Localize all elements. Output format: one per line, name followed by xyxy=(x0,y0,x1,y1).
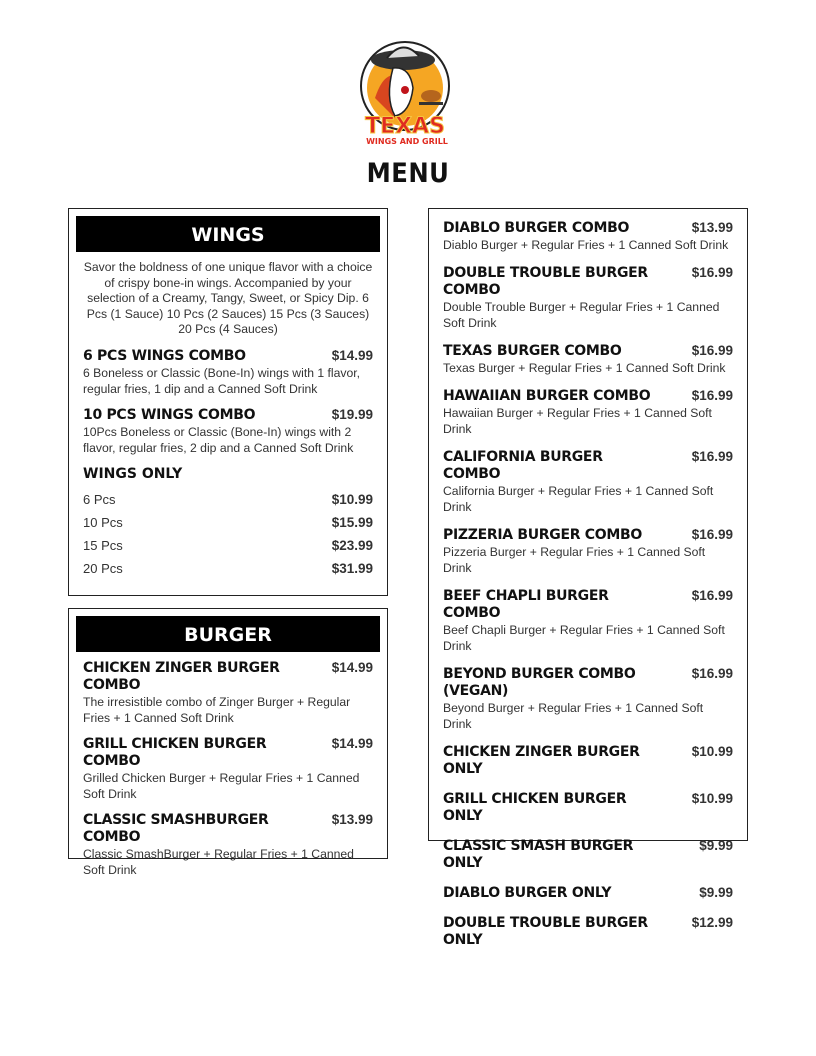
item-name: TEXAS BURGER COMBO xyxy=(443,343,622,359)
item-name: DIABLO BURGER COMBO xyxy=(443,220,630,236)
menu-item xyxy=(443,666,733,732)
subheading: WINGS ONLY xyxy=(83,465,183,482)
portion-price: $31.99 xyxy=(331,560,373,576)
item-price: $9.99 xyxy=(699,885,733,900)
menu-item xyxy=(443,527,733,576)
item-description: 6 Boneless or Classic (Bone-In) wings with 1 flavor, regular fries, 1 dip and a Canned Soft Drink xyxy=(83,365,361,396)
item-price: $14.99 xyxy=(331,347,373,363)
item-name: DIABLO BURGER ONLY xyxy=(443,885,612,901)
item-price: $9.99 xyxy=(699,838,733,853)
item-description: Grilled Chicken Burger + Regular Fries + 1 Canned Soft Drink xyxy=(83,771,360,801)
item-description: Double Trouble Burger + Regular Fries + 1 Canned Soft Drink xyxy=(443,300,720,330)
menu-item xyxy=(443,744,733,778)
menu-item xyxy=(443,838,733,872)
menu-item xyxy=(443,915,733,949)
item-name: BEYOND BURGER COMBO (VEGAN) xyxy=(443,666,636,699)
menu-item xyxy=(443,388,733,437)
item-name: DOUBLE TROUBLE BURGER COMBO xyxy=(443,265,648,298)
item-price: $16.99 xyxy=(691,449,733,464)
item-name: DOUBLE TROUBLE BURGER ONLY xyxy=(443,915,648,948)
item-price: $16.99 xyxy=(691,588,733,603)
portion-label: 10 Pcs xyxy=(83,514,123,530)
item-price: $16.99 xyxy=(691,527,733,542)
burger-combos-section xyxy=(428,208,748,948)
price-row xyxy=(83,511,373,534)
restaurant-logo xyxy=(355,38,455,150)
portion-price: $23.99 xyxy=(331,537,373,553)
item-description: California Burger + Regular Fries + 1 Canned Soft Drink xyxy=(443,484,714,514)
menu-item xyxy=(83,407,373,456)
item-price: $10.99 xyxy=(691,791,733,806)
portion-label: 20 Pcs xyxy=(83,560,123,576)
item-price: $14.99 xyxy=(331,660,373,675)
item-price: $16.99 xyxy=(691,343,733,358)
portion-price: $15.99 xyxy=(331,514,373,530)
item-description: Pizzeria Burger + Regular Fries + 1 Canned Soft Drink xyxy=(443,545,706,575)
item-name: CHICKEN ZINGER BURGER COMBO xyxy=(83,660,280,693)
menu-item xyxy=(83,348,373,397)
item-price: $13.99 xyxy=(331,812,373,827)
item-price: $14.99 xyxy=(331,736,373,751)
item-name: CHICKEN ZINGER BURGER ONLY xyxy=(443,744,640,777)
portion-label: 15 Pcs xyxy=(83,537,123,553)
item-description: Beyond Burger + Regular Fries + 1 Canned Soft Drink xyxy=(443,701,704,731)
item-description: Classic SmashBurger + Regular Fries + 1 Canned Soft Drink xyxy=(83,847,354,877)
section-intro: Savor the boldness of one unique flavor with a choice of crispy bone-in wings. Accompanied by your selection of a Creamy, Tangy, Sweet, or Spicy Dip. 6 Pcs (1 Sauce) 10 Pcs (2 Sauces) 15 Pcs (3 Sauces) 20 Pcs (4 Sauces) xyxy=(83,260,373,336)
menu-item xyxy=(443,791,733,825)
price-row xyxy=(83,488,373,511)
item-name: 10 PCS WINGS COMBO xyxy=(83,406,256,423)
item-price: $19.99 xyxy=(331,406,373,422)
section-heading: WINGS xyxy=(76,216,380,252)
portion-label: 6 Pcs xyxy=(83,491,116,507)
menu-item xyxy=(443,343,733,376)
item-description: Beef Chapli Burger + Regular Fries + 1 Canned Soft Drink xyxy=(443,623,725,653)
menu-item xyxy=(443,220,733,253)
svg-text:TEXAS: TEXAS xyxy=(365,114,445,139)
menu-item xyxy=(443,588,733,654)
item-description: The irresistible combo of Zinger Burger + Regular Fries + 1 Canned Soft Drink xyxy=(83,695,351,725)
item-name: BEEF CHAPLI BURGER COMBO xyxy=(443,588,609,621)
item-name: GRILL CHICKEN BURGER COMBO xyxy=(83,736,267,769)
svg-text:WINGS AND GRILL: WINGS AND GRILL xyxy=(366,137,448,146)
menu-item xyxy=(83,736,373,802)
item-price: $16.99 xyxy=(691,265,733,280)
item-name: CLASSIC SMASH BURGER ONLY xyxy=(443,838,634,871)
item-price: $16.99 xyxy=(691,388,733,403)
item-description: Diablo Burger + Regular Fries + 1 Canned Soft Drink xyxy=(443,238,729,252)
item-description: 10Pcs Boneless or Classic (Bone-In) wings with 2 flavor, regular fries, 2 dip and a Canned Soft Drink xyxy=(83,424,354,455)
item-name: CALIFORNIA BURGER COMBO xyxy=(443,449,603,482)
burger-section xyxy=(68,608,388,877)
price-row xyxy=(83,557,373,580)
menu-item xyxy=(443,885,733,902)
page-title: MENU xyxy=(366,158,450,189)
item-description: Hawaiian Burger + Regular Fries + 1 Canned Soft Drink xyxy=(443,406,712,436)
item-name: GRILL CHICKEN BURGER ONLY xyxy=(443,791,627,824)
item-price: $10.99 xyxy=(691,744,733,759)
wings-section xyxy=(68,208,388,596)
portion-price: $10.99 xyxy=(331,491,373,507)
item-name: PIZZERIA BURGER COMBO xyxy=(443,527,642,543)
price-row xyxy=(83,534,373,557)
menu-item xyxy=(83,812,373,878)
menu-item xyxy=(443,449,733,515)
menu-item xyxy=(443,265,733,331)
menu-item xyxy=(83,660,373,726)
item-name: HAWAIIAN BURGER COMBO xyxy=(443,388,651,404)
item-price: $12.99 xyxy=(691,915,733,930)
item-name: CLASSIC SMASHBURGER COMBO xyxy=(83,812,269,845)
item-price: $13.99 xyxy=(691,220,733,235)
item-description: Texas Burger + Regular Fries + 1 Canned Soft Drink xyxy=(443,361,726,375)
section-heading: BURGER xyxy=(76,616,380,652)
item-name: 6 PCS WINGS COMBO xyxy=(83,347,246,364)
item-price: $16.99 xyxy=(691,666,733,681)
